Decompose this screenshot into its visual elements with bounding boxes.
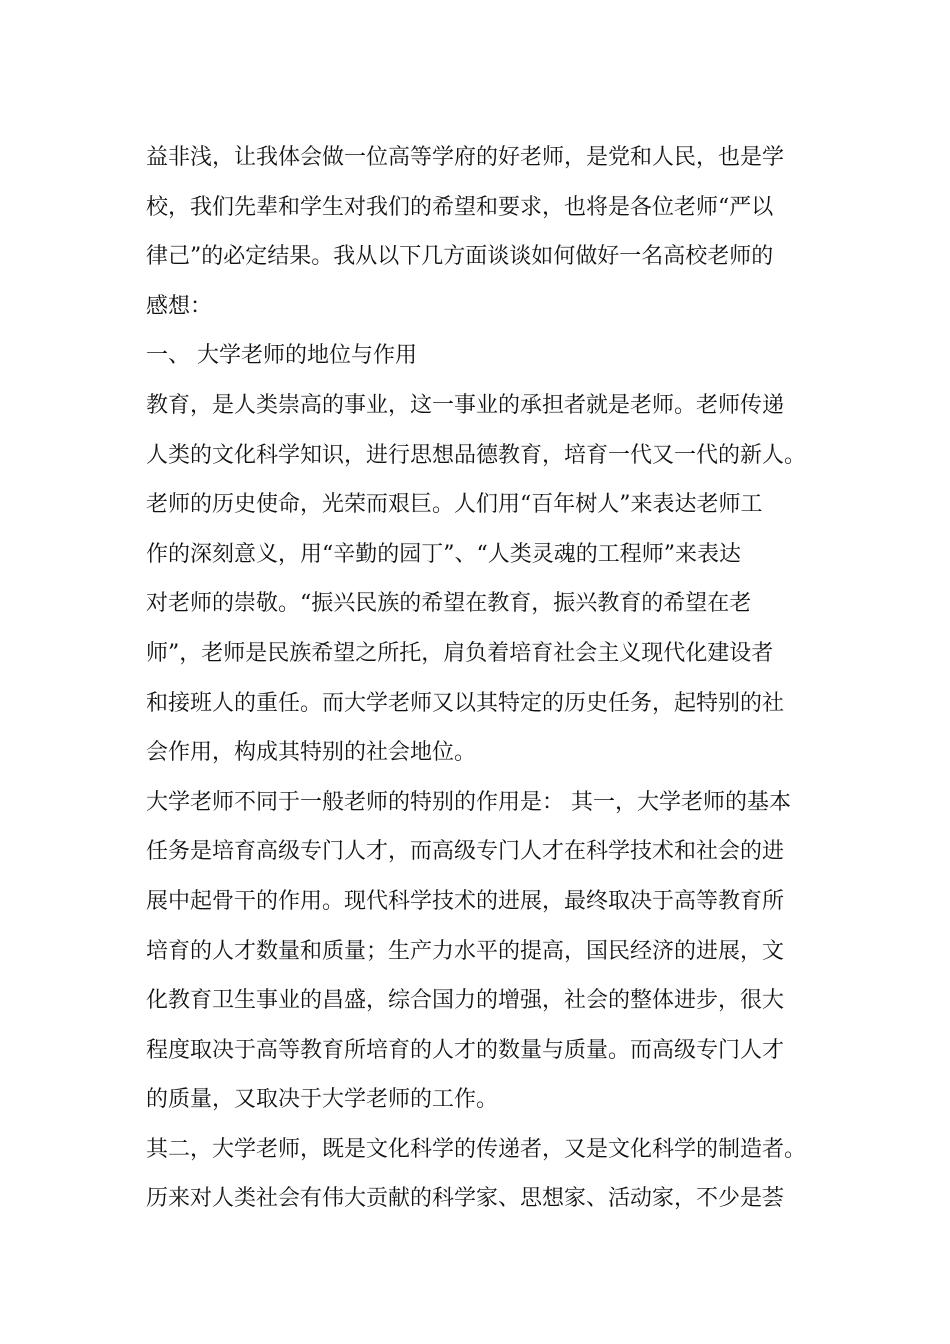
text-line: 益非浅，让我体会做一位高等学府的好老师，是党和人民，也是学 xyxy=(146,145,785,170)
text-line: 任务是培育高级专门人才，而高级专门人才在科学技术和社会的进 xyxy=(146,839,785,865)
text-line: 和接班人的重任。而大学老师又以其特定的历史任务，起特别的社 xyxy=(146,690,785,716)
text-line: 对老师的崇敬。“振兴民族的希望在教育，振兴教育的希望在老 xyxy=(146,591,752,617)
document-body xyxy=(146,133,826,1224)
text-line: 师”，老师是民族希望之所托，肩负着培育社会主义现代化建设者 xyxy=(146,640,774,666)
text-line: 大学老师不同于一般老师的特别的作用是： 其一，大学老师的基本 xyxy=(146,789,791,815)
text-line: 程度取决于高等教育所培育的人才的数量与质量。而高级专门人才 xyxy=(146,1037,785,1063)
text-line: 培育的人才数量和质量；生产力水平的提高，国民经济的进展，文 xyxy=(146,938,785,964)
text-line: 校，我们先辈和学生对我们的希望和要求，也将是各位老师“严以 xyxy=(146,194,774,220)
text-line: 教育，是人类崇高的事业，这一事业的承担者就是老师。老师传递 xyxy=(146,392,785,418)
text-line: 作的深刻意义，用“辛勤的园丁”、“人类灵魂的工程师”来表达 xyxy=(146,541,741,567)
text-line: 展中起骨干的作用。现代科学技术的进展，最终取决于高等教育所 xyxy=(146,888,785,914)
text-line: 会作用，构成其特别的社会地位。 xyxy=(146,740,477,766)
text-line: 化教育卫生事业的昌盛，综合国力的增强，社会的整体进步，很大 xyxy=(146,988,785,1014)
text-line: 感想： xyxy=(146,293,213,319)
text-line: 老师的历史使命，光荣而艰巨。人们用“百年树人”来表达老师工 xyxy=(146,492,763,518)
text-line: 其二，大学老师，既是文化科学的传递者，又是文化科学的制造者。 xyxy=(146,1136,807,1162)
text-line: 的质量，又取决于大学老师的工作。 xyxy=(146,1087,499,1113)
text-line: 人类的文化科学知识，进行思想品德教育，培育一代又一代的新人。 xyxy=(146,442,807,468)
section-heading: 一、 大学老师的地位与作用 xyxy=(146,343,417,369)
text-line: 历来对人类社会有伟大贡献的科学家、思想家、活动家，不少是荟 xyxy=(146,1186,785,1212)
text-line: 律己”的必定结果。我从以下几方面谈谈如何做好一名高校老师的 xyxy=(146,244,774,270)
